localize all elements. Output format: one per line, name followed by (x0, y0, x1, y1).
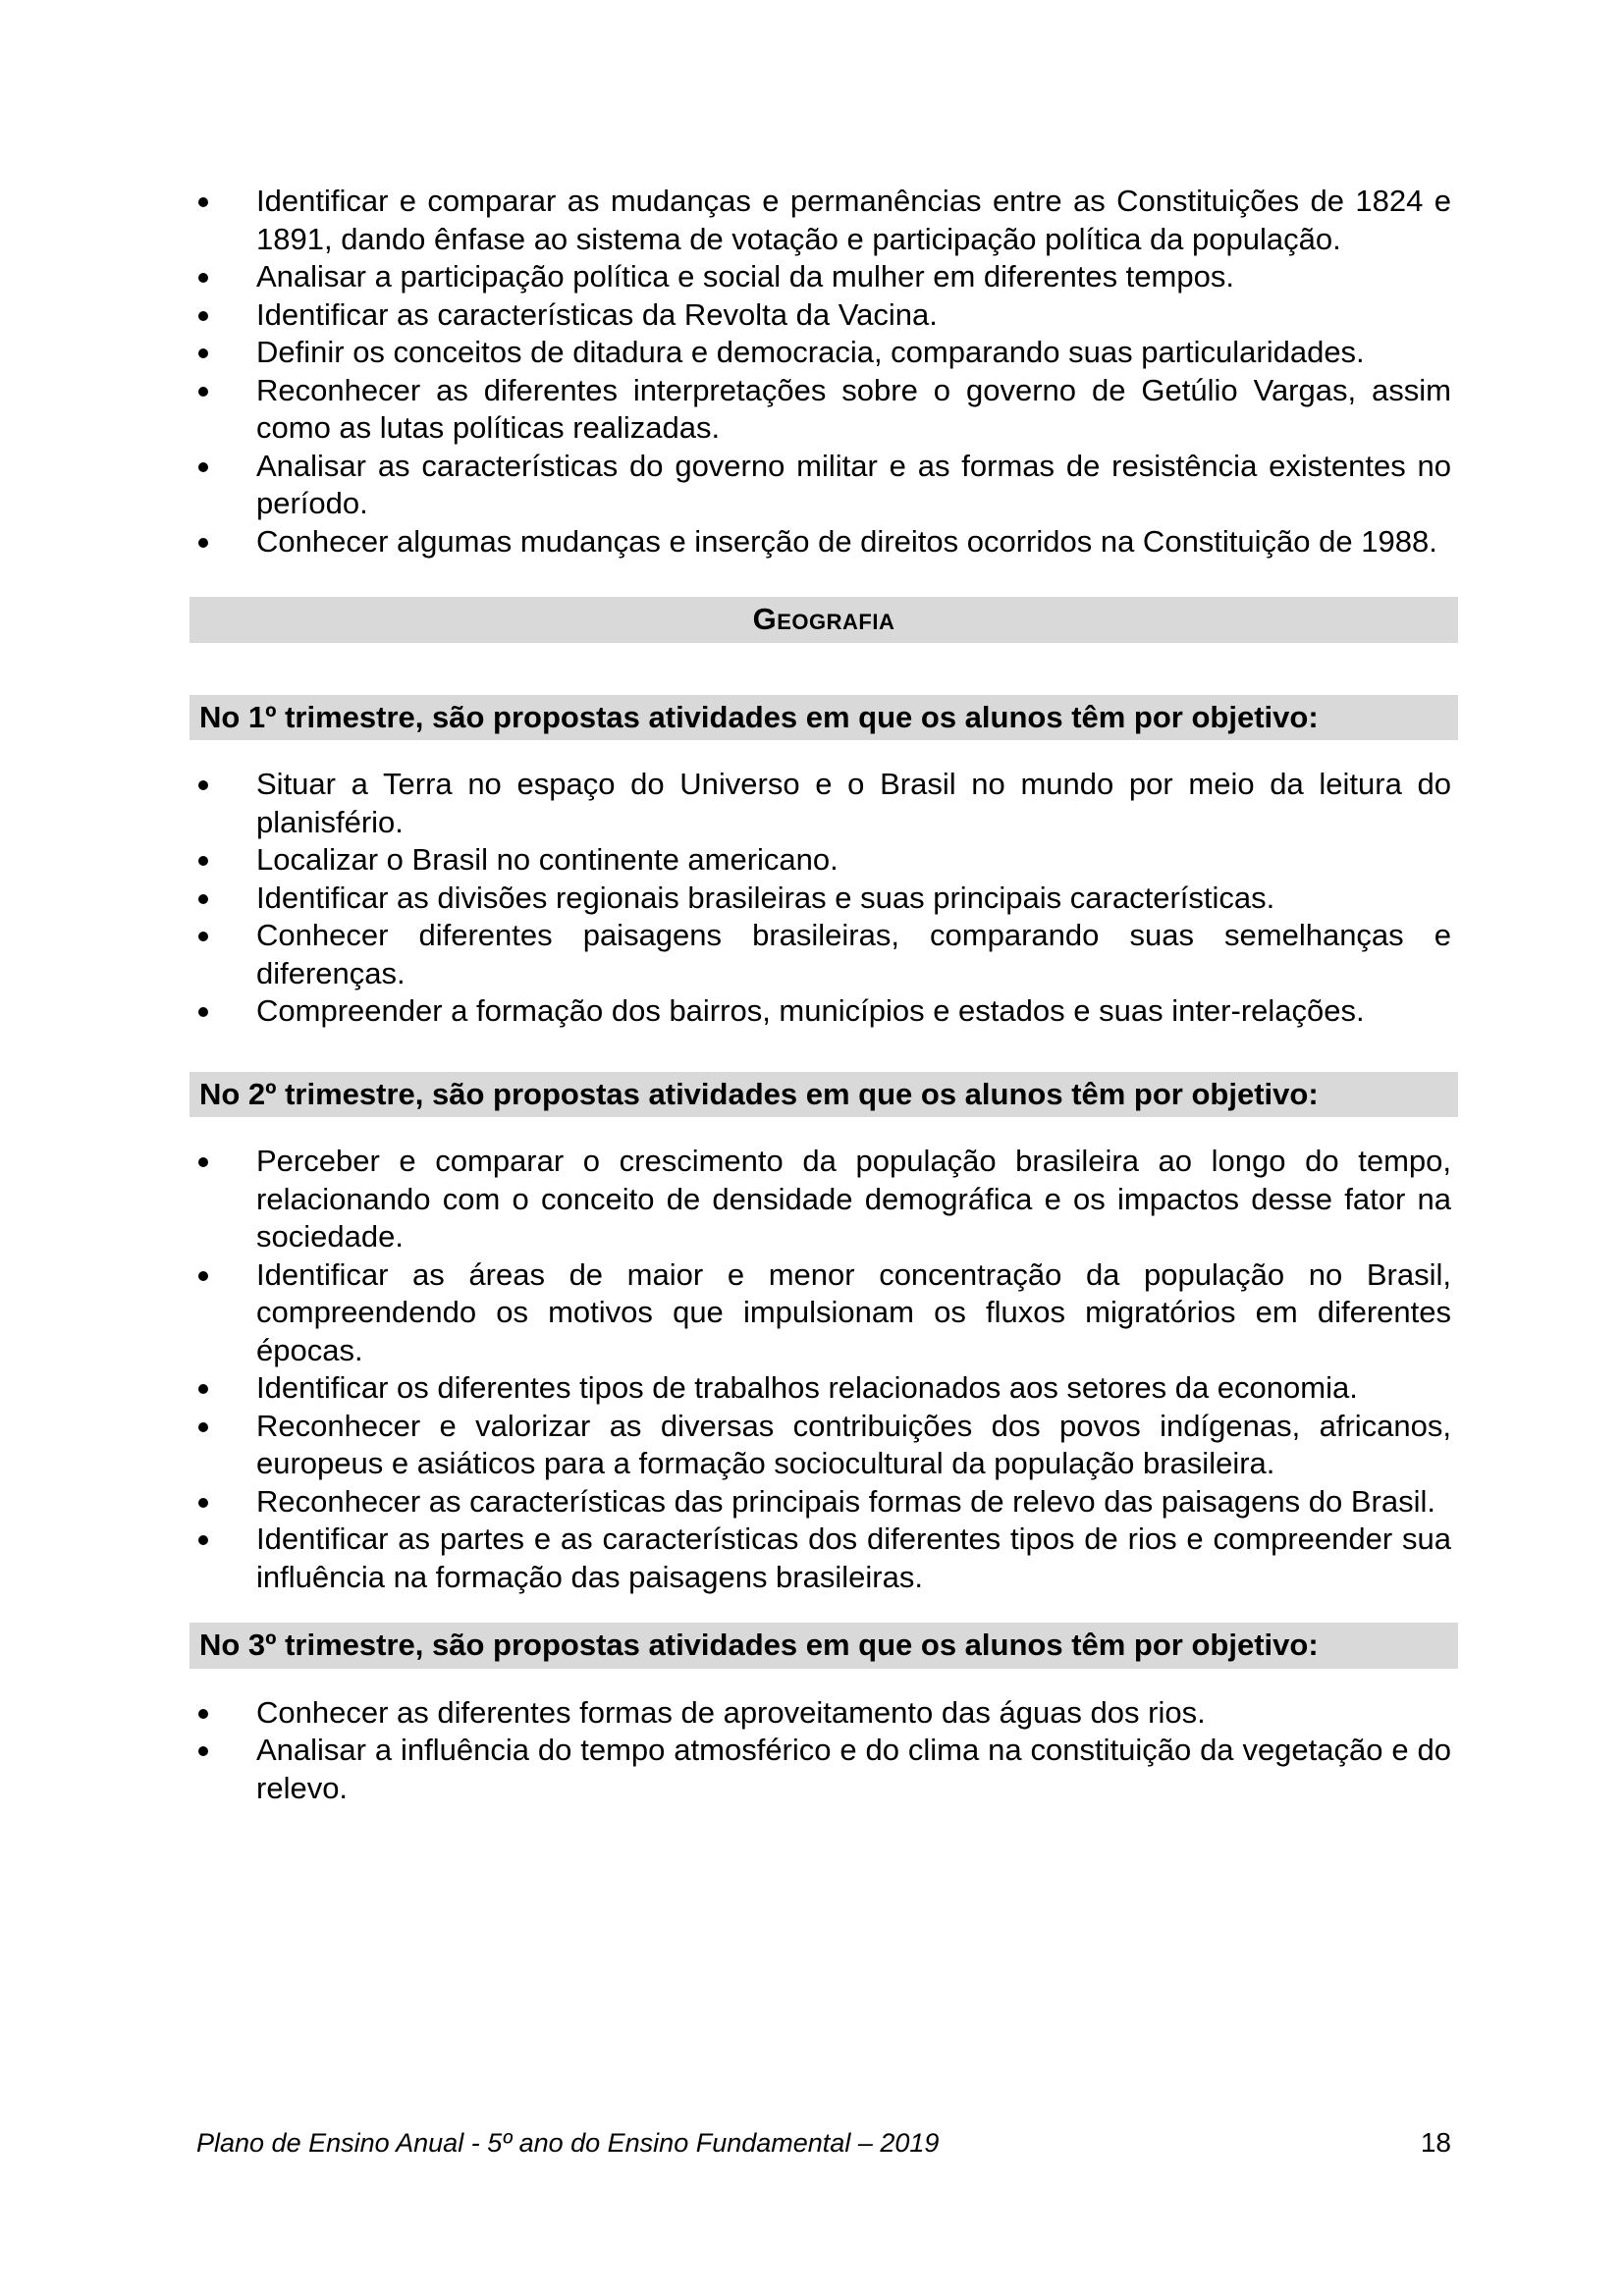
list-item-text: Reconhecer e valorizar as diversas contribuições dos povos indígenas, africanos, europeus e asiáticos para a formação sociocultural da população brasileira. (256, 1408, 1451, 1480)
list-item-text: Analisar a influência do tempo atmosférico e do clima na constituição da vegetação e do relevo. (256, 1733, 1451, 1805)
trimester-1-header: No 1º trimestre, são propostas atividades em que os alunos têm por objetivo: (189, 695, 1458, 741)
bullet-icon (198, 1007, 208, 1017)
list-item-text: Reconhecer as características das principais formas de relevo das paisagens do Brasil. (256, 1483, 1435, 1519)
list-item-text: Identificar as características da Revolta da Vacina. (256, 296, 938, 332)
bullet-icon (198, 1535, 208, 1545)
trimester-2-header: No 2º trimestre, são propostas atividades em que os alunos têm por objetivo: (189, 1072, 1458, 1118)
list-item (196, 1521, 1451, 1596)
list-item-text: Analisar as características do governo militar e as formas de resistência existentes no período. (256, 448, 1451, 520)
list-item-text: Reconhecer as diferentes interpretações sobre o governo de Getúlio Vargas, assim como as lutas políticas realizadas. (256, 372, 1451, 445)
list-item-text: Identificar as partes e as características dos diferentes tipos de rios e compreender sua influência na formação das paisagens brasileiras. (256, 1522, 1451, 1594)
list-item (196, 1408, 1451, 1483)
list-item-text: Conhecer algumas mudanças e inserção de direitos ocorridos na Constituição de 1988. (256, 523, 1437, 559)
list-item (196, 372, 1451, 448)
list-item (196, 1256, 1451, 1370)
section-header-geografia: Geografia (189, 597, 1458, 643)
bullet-icon (198, 856, 208, 866)
list-item-text: Conhecer as diferentes formas de aproveitamento das águas dos rios. (256, 1694, 1206, 1730)
bullet-icon (198, 462, 208, 472)
list-item (196, 880, 1451, 918)
list-item (196, 523, 1451, 561)
trimester-3-objectives-list (196, 1694, 1451, 1808)
list-item-text: Definir os conceitos de ditadura e democracia, comparando suas particularidades. (256, 335, 1365, 369)
bullet-icon (198, 1157, 208, 1167)
list-item (196, 448, 1451, 523)
trimester-3-header: No 3º trimestre, são propostas atividades em que os alunos têm por objetivo: (189, 1623, 1458, 1669)
list-item-text: Analisar a participação política e social da mulher em diferentes tempos. (256, 259, 1234, 294)
bullet-icon (198, 932, 208, 941)
bullet-icon (198, 1498, 208, 1508)
list-item (196, 917, 1451, 992)
bullet-icon (198, 538, 208, 548)
list-item-text: Identificar os diferentes tipos de trabalhos relacionados aos setores da economia. (256, 1370, 1358, 1405)
trimester-1-objectives-list (196, 766, 1451, 1031)
bullet-icon (198, 780, 208, 790)
bullet-icon (198, 1271, 208, 1281)
trimester-2-objectives-list (196, 1143, 1451, 1596)
bullet-icon (198, 1422, 208, 1432)
bullet-icon (198, 387, 208, 397)
list-item-text: Localizar o Brasil no continente americano. (256, 842, 839, 877)
list-item (196, 258, 1451, 296)
list-item (196, 1732, 1451, 1807)
list-item (196, 766, 1451, 841)
bullet-icon (198, 1746, 208, 1756)
list-item-text: Situar a Terra no espaço do Universo e o Brasil no mundo por meio da leitura do planisfério. (256, 767, 1451, 839)
list-item (196, 1143, 1451, 1256)
bullet-icon (198, 894, 208, 904)
history-objectives-list (196, 183, 1451, 561)
bullet-icon (198, 273, 208, 283)
list-item (196, 841, 1451, 880)
list-item (196, 334, 1451, 372)
list-item (196, 1483, 1451, 1522)
list-item-text: Compreender a formação dos bairros, municípios e estados e suas inter-relações. (256, 993, 1365, 1028)
list-item (196, 183, 1451, 258)
list-item (196, 296, 1451, 335)
bullet-icon (198, 311, 208, 321)
bullet-icon (198, 348, 208, 358)
list-item-text: Identificar as áreas de maior e menor concentração da população no Brasil, compreendendo os motivos que impulsionam os fluxos migratórios em diferentes épocas. (256, 1256, 1451, 1367)
bullet-icon (198, 197, 208, 207)
bullet-icon (198, 1384, 208, 1394)
list-item (196, 992, 1451, 1031)
list-item-text: Conhecer diferentes paisagens brasileiras, comparando suas semelhanças e diferenças. (256, 918, 1451, 990)
footer-page-number: 18 (1420, 2127, 1451, 2158)
list-item (196, 1694, 1451, 1733)
list-item-text: Identificar e comparar as mudanças e permanências entre as Constituições de 1824 e 1891, dando ênfase ao sistema de votação e participação política da população. (256, 184, 1451, 256)
list-item-text: Identificar as divisões regionais brasileiras e suas principais características. (256, 880, 1275, 915)
bullet-icon (198, 1709, 208, 1719)
footer-document-title: Plano de Ensino Anual - 5º ano do Ensino Fundamental – 2019 (196, 2128, 940, 2158)
list-item (196, 1369, 1451, 1408)
list-item-text: Perceber e comparar o crescimento da população brasileira ao longo do tempo, relacionando com o conceito de densidade demográfica e os impactos desse fator na sociedade. (256, 1144, 1451, 1254)
page-footer (196, 2126, 1451, 2160)
